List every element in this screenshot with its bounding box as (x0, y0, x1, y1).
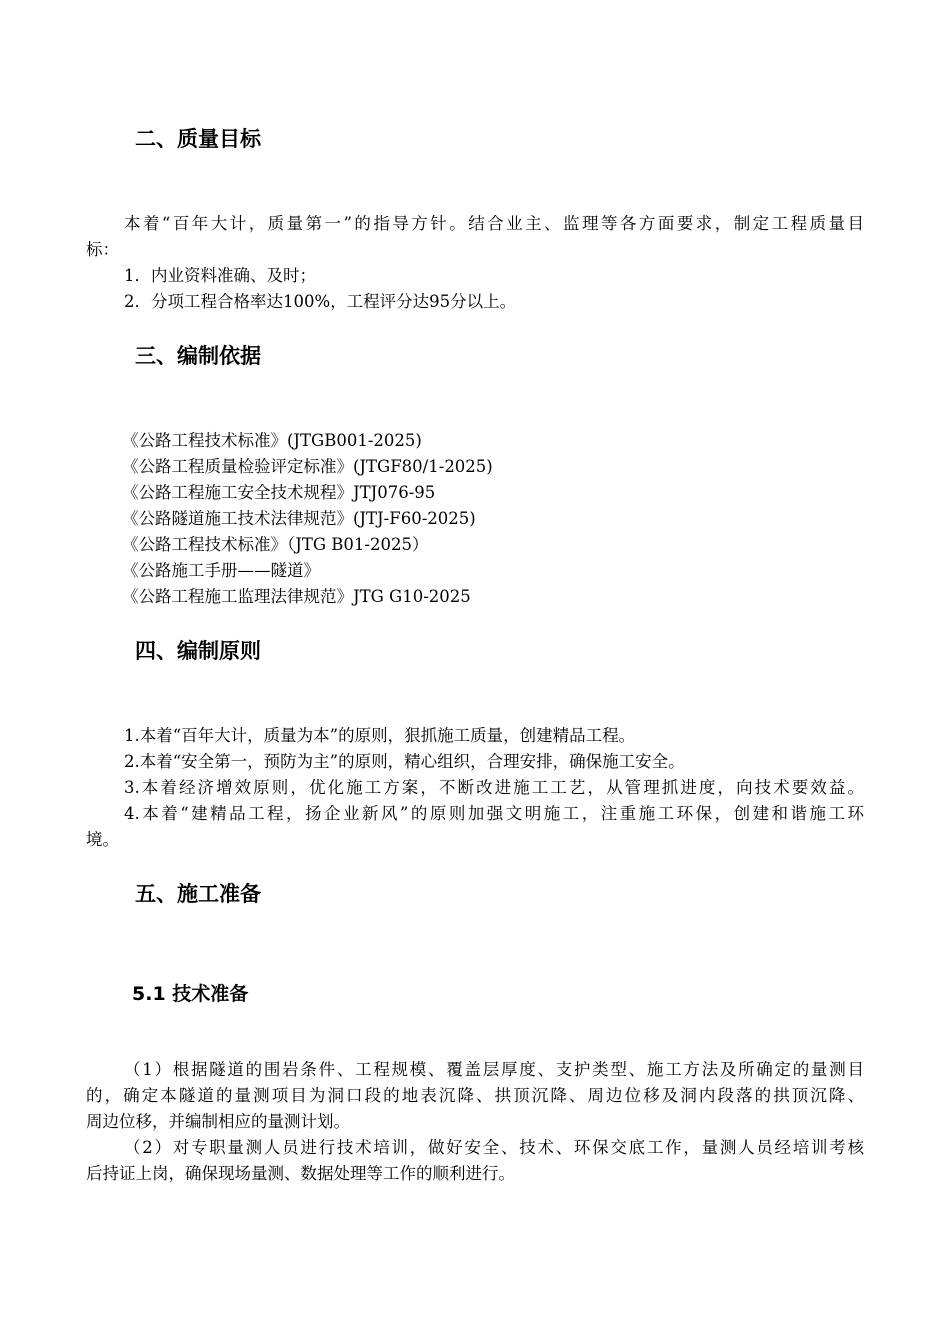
section-heading-principles: 四、编制原则 (135, 639, 261, 663)
technical-prep-paragraph-1-cont: 的，确定本隧道的量测项目为洞口段的地表沉降、拱顶沉降、周边位移及洞内段落的拱顶沉降、 (86, 1086, 864, 1105)
principle-item: 1.本着“百年大计，质量为本”的原则，狠抓施工质量，创建精品工程。 (124, 726, 636, 745)
principle-item: 2.本着“安全第一，预防为主”的原则，精心组织，合理安排，确保施工安全。 (124, 752, 685, 771)
reference-item: 《公路工程技术标准》（JTG B01-2025） (122, 535, 429, 554)
reference-item: 《公路工程质量检验评定标准》(JTGF80/1-2025) (122, 457, 493, 476)
technical-prep-paragraph-1: （1）根据隧道的围岩条件、工程规模、覆盖层厚度、支护类型、施工方法及所确定的量测目 (124, 1060, 864, 1079)
reference-item: 《公路工程技术标准》(JTGB001-2025) (122, 431, 422, 450)
principle-item: 4.本着“建精品工程，扬企业新风”的原则加强文明施工，注重施工环保，创建和谐施工环 (124, 804, 864, 823)
reference-item: 《公路隧道施工技术法律规范》(JTJ-F60-2025) (122, 509, 476, 528)
principle-item: 3.本着经济增效原则，优化施工方案，不断改进施工工艺，从管理抓进度，向技术要效益。 (124, 778, 864, 797)
subsection-heading-technical-prep: 5.1 技术准备 (132, 983, 249, 1005)
technical-prep-paragraph-2-cont: 后持证上岗，确保现场量测、数据处理等工作的顺利进行。 (86, 1164, 515, 1183)
technical-prep-paragraph-1-cont: 周边位移，并编制相应的量测计划。 (86, 1112, 350, 1131)
quality-goal-intro: 本着“百年大计，质量第一”的指导方针。结合业主、监理等各方面要求，制定工程质量目 (124, 214, 864, 233)
reference-item: 《公路工程施工监理法律规范》JTG G10-2025 (122, 587, 471, 606)
principle-item-cont: 境。 (86, 830, 119, 849)
quality-goal-item: 2．分项工程合格率达100%，工程评分达95分以上。 (124, 292, 517, 311)
section-heading-preparation: 五、施工准备 (135, 882, 261, 906)
reference-item: 《公路工程施工安全技术规程》JTJ076-95 (122, 483, 436, 502)
section-heading-quality-goal: 二、质量目标 (135, 127, 261, 151)
section-heading-basis: 三、编制依据 (135, 344, 261, 368)
quality-goal-item: 1．内业资料准确、及时； (124, 266, 316, 285)
reference-item: 《公路施工手册——隧道》 (122, 561, 320, 580)
quality-goal-intro-cont: 标： (86, 240, 119, 259)
technical-prep-paragraph-2: （2）对专职量测人员进行技术培训，做好安全、技术、环保交底工作，量测人员经培训考核 (124, 1138, 864, 1157)
